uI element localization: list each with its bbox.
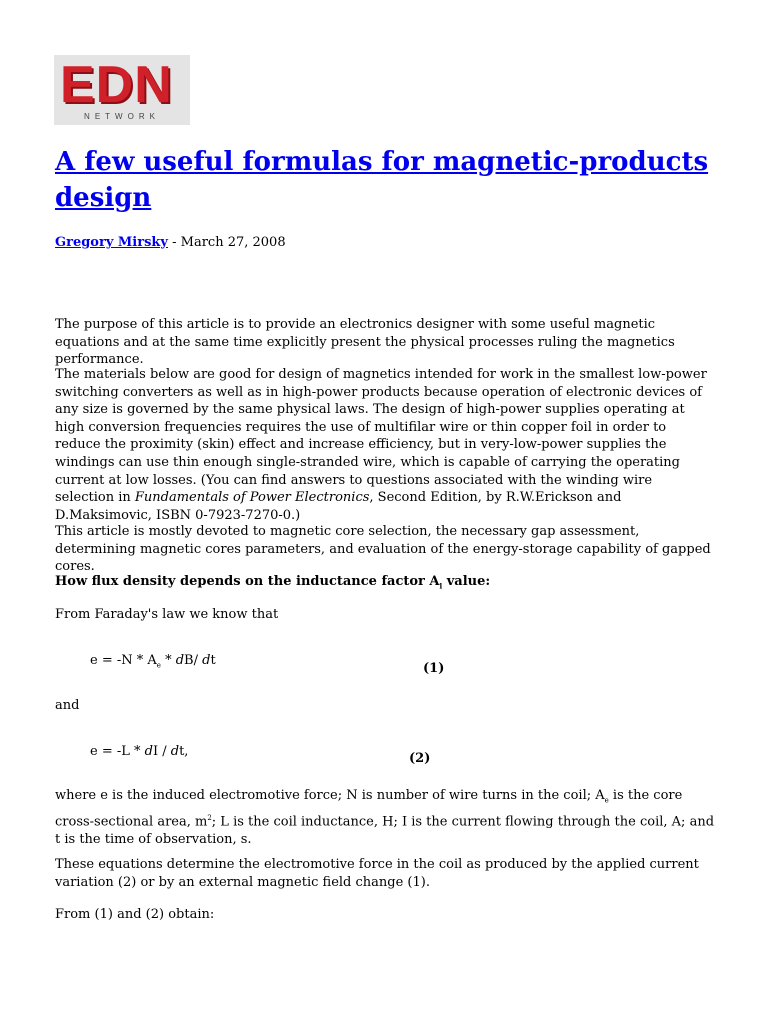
equation-2-number: (2)	[409, 751, 431, 766]
article-title[interactable]: A few useful formulas for magnetic-products design	[55, 147, 709, 213]
eq2-part-c: t,	[179, 744, 189, 759]
book-title: Fundamentals of Power Electronics	[134, 490, 370, 506]
eq1-d2: d	[202, 653, 211, 668]
equation-1	[90, 652, 216, 675]
eq1-part-b: *	[160, 653, 176, 668]
author-link[interactable]: Gregory Mirsky	[55, 235, 168, 250]
eq1-part-e: t	[210, 653, 216, 668]
paragraph-materials-tail: , Second Edition, by R.W.Erickson and D.Maksimovic, ISBN 0-7923-7270-0.)	[55, 490, 622, 523]
byline	[55, 234, 286, 252]
paragraph-obtain: From (1) and (2) obtain:	[55, 907, 215, 922]
definitions-text-a: where e is the induced electromotive force; N is number of wire turns in the coil; A	[55, 788, 605, 803]
section-heading	[55, 573, 715, 595]
eq2-part-a: e = -L *	[90, 744, 145, 759]
eq1-d1: d	[175, 653, 185, 668]
definitions-subscript: e	[604, 796, 609, 805]
eq2-d1: d	[144, 744, 153, 759]
edn-network-logo[interactable]	[54, 55, 190, 125]
definitions-text-c: ; L is the coil inductance, H; I is the current flowing through the coil, A; and t is the time of observation, s.	[55, 814, 715, 848]
section-heading-text: How flux density depends on the inductance factor A	[55, 574, 440, 589]
paragraph-purpose: The purpose of this article is to provide an electronics designer with some useful magnetic equations and at the same time explicitly present the physical processes ruling the magnetics performance.	[55, 317, 675, 368]
equation-1-number: (1)	[423, 661, 445, 676]
section-heading-subscript: l	[439, 581, 443, 591]
paragraph-scope: This article is mostly devoted to magnetic core selection, the necessary gap assessment, determining magnetic cores parameters, and evaluation of the energy-storage capability of gapped cores.	[55, 524, 711, 575]
eq2-part-b: I /	[152, 744, 171, 759]
paragraph-materials	[55, 366, 715, 524]
eq1-part-a: e = -N * A	[90, 653, 157, 668]
eq1-part-c: B/	[184, 653, 203, 668]
logo-subtitle: NETWORK	[84, 112, 160, 121]
connector-and: and	[55, 698, 80, 713]
paragraph-emf: These equations determine the electromotive force in the coil as produced by the applied current variation (2) or by an external magnetic field change (1).	[55, 857, 699, 890]
definitions-superscript: 2	[207, 814, 212, 823]
eq2-d2: d	[170, 744, 180, 759]
article-date: - March 27, 2008	[167, 235, 286, 250]
paragraph-definitions	[55, 787, 715, 849]
eq1-subscript: e	[156, 661, 161, 670]
definitions-text-b: is the core cross-sectional area, m	[55, 788, 683, 830]
equation-2	[90, 743, 188, 761]
logo-letters: EDN	[60, 56, 173, 114]
section-heading-tail: value:	[442, 574, 491, 589]
paragraph-faraday: From Faraday's law we know that	[55, 607, 279, 622]
paragraph-materials-text: The materials below are good for design of magnetics intended for work in the smallest low-power switching converters as well as in high-power products because operation of electronic devices of any size is governed by the same physical laws. The design of high-power supplies operating at high conversion frequencies requires the use of multifilar wire or thin copper foil in order to reduce the proximity (skin) effect and increase efficiency, but in very-low-power supplies the windings can use thin enough single-stranded wire, which is capable of carrying the operating current at low losses. (You can find answers to questions associated with the winding wire selection in	[55, 367, 707, 506]
